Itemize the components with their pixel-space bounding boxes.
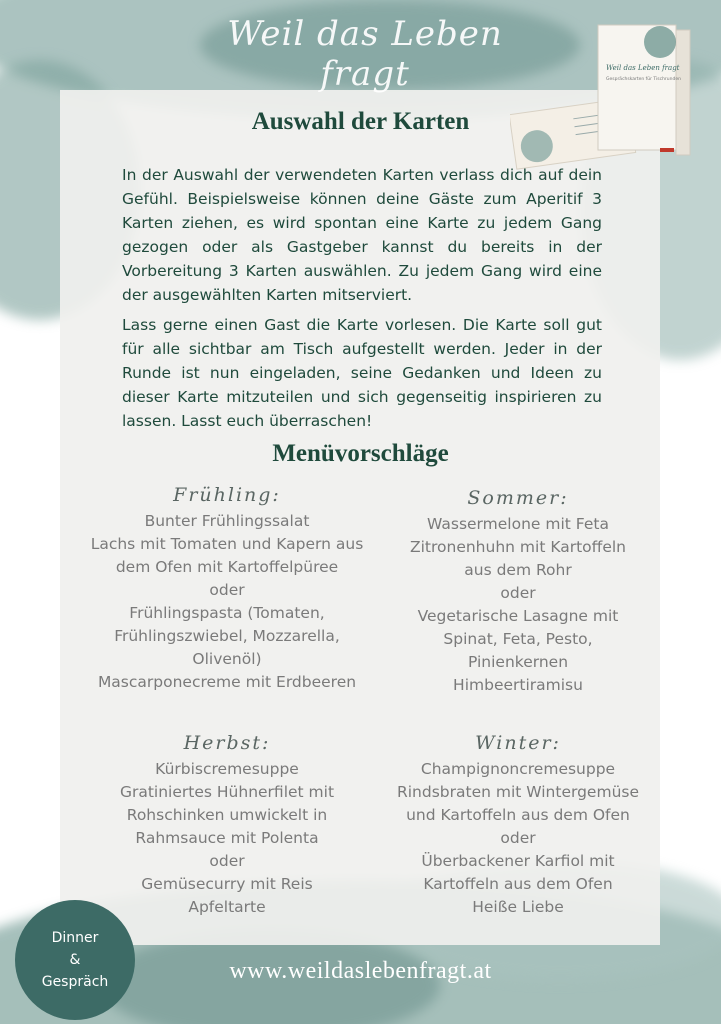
section-title-card-selection: Auswahl der Karten — [251, 108, 470, 135]
season-label: Winter: — [475, 732, 561, 754]
season-summer — [358, 487, 678, 697]
menu-item: aus dem Rohr — [464, 561, 572, 579]
paragraph-reading-card: Lass gerne einen Gast die Karte vorlesen. Die Karte soll gut für alle sichtbar am Tisch aufgestellt werden. Jeder in der Runde ist nun eingeladen, seine Gedanken und Ideen zu dieser Karte mitzuteilen und sich gegenseitig inspirieren zu lassen. Lasst euch überraschen! — [122, 316, 602, 430]
menu-item: Gratiniertes Hühnerfilet mit — [119, 783, 335, 801]
menu-item: Frühlingspasta (Tomaten, — [129, 604, 325, 622]
product-card-box-image — [510, 20, 710, 170]
menu-item: oder — [500, 829, 536, 847]
menu-item: Rohschinken umwickelt in — [126, 806, 328, 824]
season-label: Sommer: — [467, 487, 569, 509]
badge-line: & — [69, 952, 81, 968]
footer-website-link[interactable]: www.weildaslebenfragt.at — [229, 958, 492, 984]
menu-item: oder — [209, 852, 245, 870]
menu-item: Heiße Liebe — [472, 898, 564, 916]
menu-item: Rahmsauce mit Polenta — [135, 829, 319, 847]
menu-item: oder — [209, 581, 245, 599]
menu-item: Zitronenhuhn mit Kartoffeln — [409, 538, 626, 556]
menu-item: Kürbiscremesuppe — [155, 760, 299, 778]
menu-item: Spinat, Feta, Pesto, — [443, 630, 593, 648]
menu-item: oder — [500, 584, 536, 602]
menu-item: dem Ofen mit Kartoffelpüree — [115, 558, 339, 576]
menu-item: Bunter Frühlingssalat — [144, 512, 310, 530]
badge-line: Dinner — [51, 930, 99, 946]
season-autumn — [67, 732, 387, 919]
menu-item: Himbeertiramisu — [453, 676, 583, 694]
menu-item: Champignoncremesuppe — [420, 760, 616, 778]
menu-item: Kartoffeln aus dem Ofen — [423, 875, 613, 893]
paragraph-card-selection: In der Auswahl der verwendeten Karten verlass dich auf dein Gefühl. Beispielsweise können deine Gäste zum Aperitif 3 Karten ziehen, es wird spontan eine Karte zu jedem Gang gezogen oder als Gastgeber kannst du bereits in der Vorbereitung 3 Karten auswählen. Zu jedem Gang wird eine der ausgewählten Karten mitserviert. — [122, 166, 602, 304]
season-spring — [67, 484, 387, 694]
menu-item: Pinienkernen — [467, 653, 569, 671]
menu-item: Wassermelone mit Feta — [427, 515, 609, 533]
header-script-title: Weil das Leben fragt — [227, 14, 503, 94]
menu-item: Vegetarische Lasagne mit — [417, 607, 619, 625]
badge-line: Gespräch — [41, 974, 109, 990]
section-title-menu-suggestions: Menüvorschläge — [272, 440, 449, 467]
menu-item: Rindsbraten mit Wintergemüse — [396, 783, 640, 801]
season-label: Herbst: — [183, 732, 271, 754]
menu-item: Gemüsecurry mit Reis — [141, 875, 313, 893]
box-title: Weil das Leben fragt — [606, 64, 680, 72]
menu-item: Lachs mit Tomaten und Kapern aus — [90, 535, 364, 553]
box-subtitle: Gesprächskarten für Tischrunden — [606, 77, 681, 82]
season-winter — [358, 732, 678, 919]
menu-item: Apfeltarte — [188, 898, 266, 916]
menu-item: Mascarponecreme mit Erdbeeren — [97, 673, 357, 691]
season-label: Frühling: — [173, 484, 281, 506]
menu-item: Olivenöl) — [192, 650, 262, 668]
menu-item: Überbackener Karfiol mit — [421, 852, 615, 870]
menu-item: Frühlingszwiebel, Mozzarella, — [114, 627, 340, 645]
menu-item: und Kartoffeln aus dem Ofen — [406, 806, 630, 824]
